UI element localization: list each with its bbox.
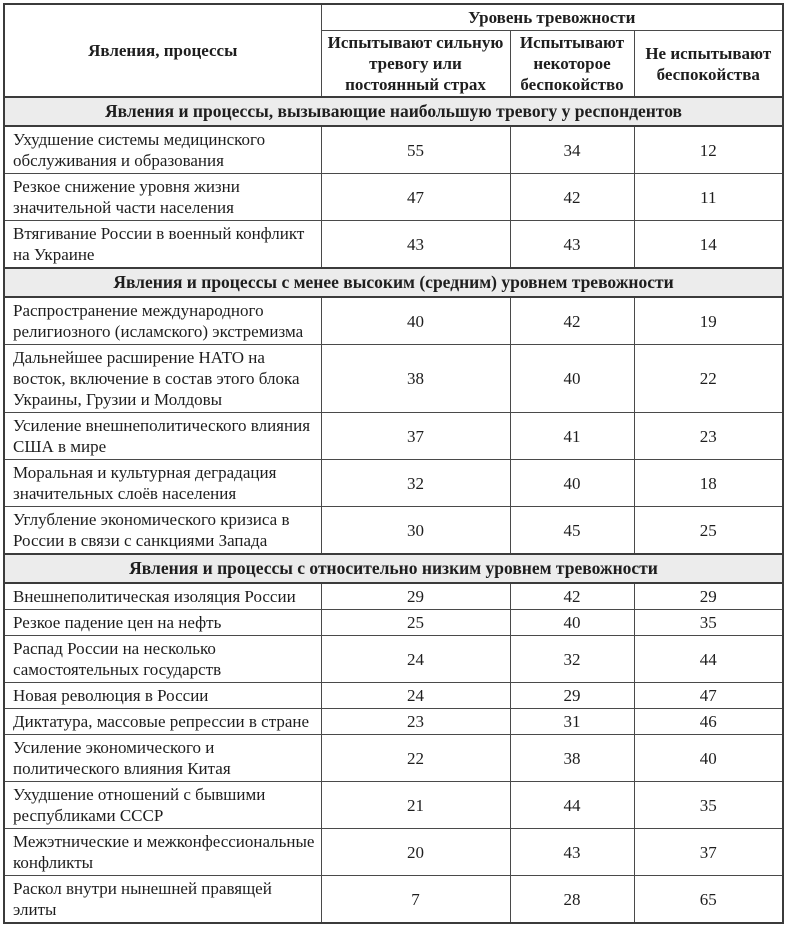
value-cell: 47 xyxy=(321,174,510,221)
row-label: Резкое падение цен на нефть xyxy=(4,610,321,636)
value-cell: 34 xyxy=(510,126,634,174)
value-cell: 12 xyxy=(634,126,783,174)
value-cell: 40 xyxy=(321,297,510,345)
value-cell: 40 xyxy=(510,610,634,636)
value-cell: 40 xyxy=(634,735,783,782)
row-label: Межэтнические и межконфессиональные конфликты xyxy=(4,829,321,876)
value-cell: 22 xyxy=(321,735,510,782)
value-cell: 21 xyxy=(321,782,510,829)
section-header-row xyxy=(4,97,783,126)
value-cell: 18 xyxy=(634,460,783,507)
value-cell: 29 xyxy=(510,683,634,709)
table-body xyxy=(4,97,783,923)
anxiety-level-table xyxy=(3,3,784,924)
group-header-anxiety-level: Уровень тревожности xyxy=(321,4,783,31)
value-cell: 30 xyxy=(321,507,510,555)
section-header-row xyxy=(4,554,783,583)
table-row xyxy=(4,174,783,221)
value-cell: 29 xyxy=(634,583,783,610)
value-cell: 23 xyxy=(634,413,783,460)
value-cell: 38 xyxy=(321,345,510,413)
row-label: Новая революция в России xyxy=(4,683,321,709)
table-row xyxy=(4,636,783,683)
table-row xyxy=(4,413,783,460)
table-row xyxy=(4,126,783,174)
row-label: Распространение международного религиозного (исламского) экстремизма xyxy=(4,297,321,345)
row-label: Внешнеполитическая изоляция России xyxy=(4,583,321,610)
row-label: Резкое снижение уровня жизни значительной части населения xyxy=(4,174,321,221)
value-cell: 25 xyxy=(321,610,510,636)
value-cell: 65 xyxy=(634,876,783,924)
value-cell: 24 xyxy=(321,636,510,683)
table-row xyxy=(4,297,783,345)
value-cell: 43 xyxy=(510,829,634,876)
row-label: Усиление экономического и политического влияния Китая xyxy=(4,735,321,782)
section-header-row xyxy=(4,268,783,297)
value-cell: 44 xyxy=(510,782,634,829)
value-cell: 47 xyxy=(634,683,783,709)
table-row xyxy=(4,460,783,507)
table-row xyxy=(4,221,783,269)
value-cell: 40 xyxy=(510,460,634,507)
table-row xyxy=(4,709,783,735)
value-cell: 11 xyxy=(634,174,783,221)
value-cell: 42 xyxy=(510,297,634,345)
row-label: Диктатура, массовые репрессии в стране xyxy=(4,709,321,735)
table-row xyxy=(4,610,783,636)
section-title: Явления и процессы с менее высоким (средним) уровнем тревожности xyxy=(4,268,783,297)
row-label: Дальнейшее расширение НАТО на восток, включение в состав этого блока Украины, Грузии и Молдовы xyxy=(4,345,321,413)
value-cell: 42 xyxy=(510,583,634,610)
value-cell: 35 xyxy=(634,610,783,636)
table-row xyxy=(4,683,783,709)
value-cell: 35 xyxy=(634,782,783,829)
row-label: Ухудшение отношений с бывшими республиками СССР xyxy=(4,782,321,829)
value-cell: 24 xyxy=(321,683,510,709)
value-cell: 20 xyxy=(321,829,510,876)
value-cell: 40 xyxy=(510,345,634,413)
value-cell: 37 xyxy=(634,829,783,876)
table-row xyxy=(4,876,783,924)
value-cell: 22 xyxy=(634,345,783,413)
row-label: Раскол внутри нынешней правящей элиты xyxy=(4,876,321,924)
value-cell: 43 xyxy=(510,221,634,269)
value-cell: 28 xyxy=(510,876,634,924)
table-header xyxy=(4,4,783,97)
value-cell: 37 xyxy=(321,413,510,460)
value-cell: 43 xyxy=(321,221,510,269)
value-cell: 41 xyxy=(510,413,634,460)
section-title: Явления и процессы, вызывающие наибольшую тревогу у респондентов xyxy=(4,97,783,126)
value-cell: 32 xyxy=(510,636,634,683)
value-cell: 25 xyxy=(634,507,783,555)
table-row xyxy=(4,583,783,610)
value-cell: 45 xyxy=(510,507,634,555)
table-row xyxy=(4,829,783,876)
row-label: Усиление внешнеполитического влияния США в мире xyxy=(4,413,321,460)
column-header-strong-anxiety: Испытывают сильную тревогу или постоянный страх xyxy=(321,31,510,98)
table-row xyxy=(4,782,783,829)
value-cell: 46 xyxy=(634,709,783,735)
value-cell: 7 xyxy=(321,876,510,924)
value-cell: 55 xyxy=(321,126,510,174)
value-cell: 38 xyxy=(510,735,634,782)
row-label: Распад России на несколько самостоятельных государств xyxy=(4,636,321,683)
value-cell: 44 xyxy=(634,636,783,683)
value-cell: 32 xyxy=(321,460,510,507)
table-row xyxy=(4,507,783,555)
value-cell: 23 xyxy=(321,709,510,735)
column-header-some-concern: Испытывают некоторое беспокойство xyxy=(510,31,634,98)
row-label: Углубление экономического кризиса в России в связи с санкциями Запада xyxy=(4,507,321,555)
table-row xyxy=(4,735,783,782)
value-cell: 31 xyxy=(510,709,634,735)
table-row xyxy=(4,345,783,413)
row-label: Втягивание России в военный конфликт на Украине xyxy=(4,221,321,269)
row-label: Ухудшение системы медицинского обслуживания и образования xyxy=(4,126,321,174)
value-cell: 42 xyxy=(510,174,634,221)
value-cell: 19 xyxy=(634,297,783,345)
section-title: Явления и процессы с относительно низким уровнем тревожности xyxy=(4,554,783,583)
column-header-no-concern: Не испытывают беспокойства xyxy=(634,31,783,98)
column-header-phenomena: Явления, процессы xyxy=(4,4,321,97)
value-cell: 29 xyxy=(321,583,510,610)
value-cell: 14 xyxy=(634,221,783,269)
row-label: Моральная и культурная деградация значительных слоёв населения xyxy=(4,460,321,507)
